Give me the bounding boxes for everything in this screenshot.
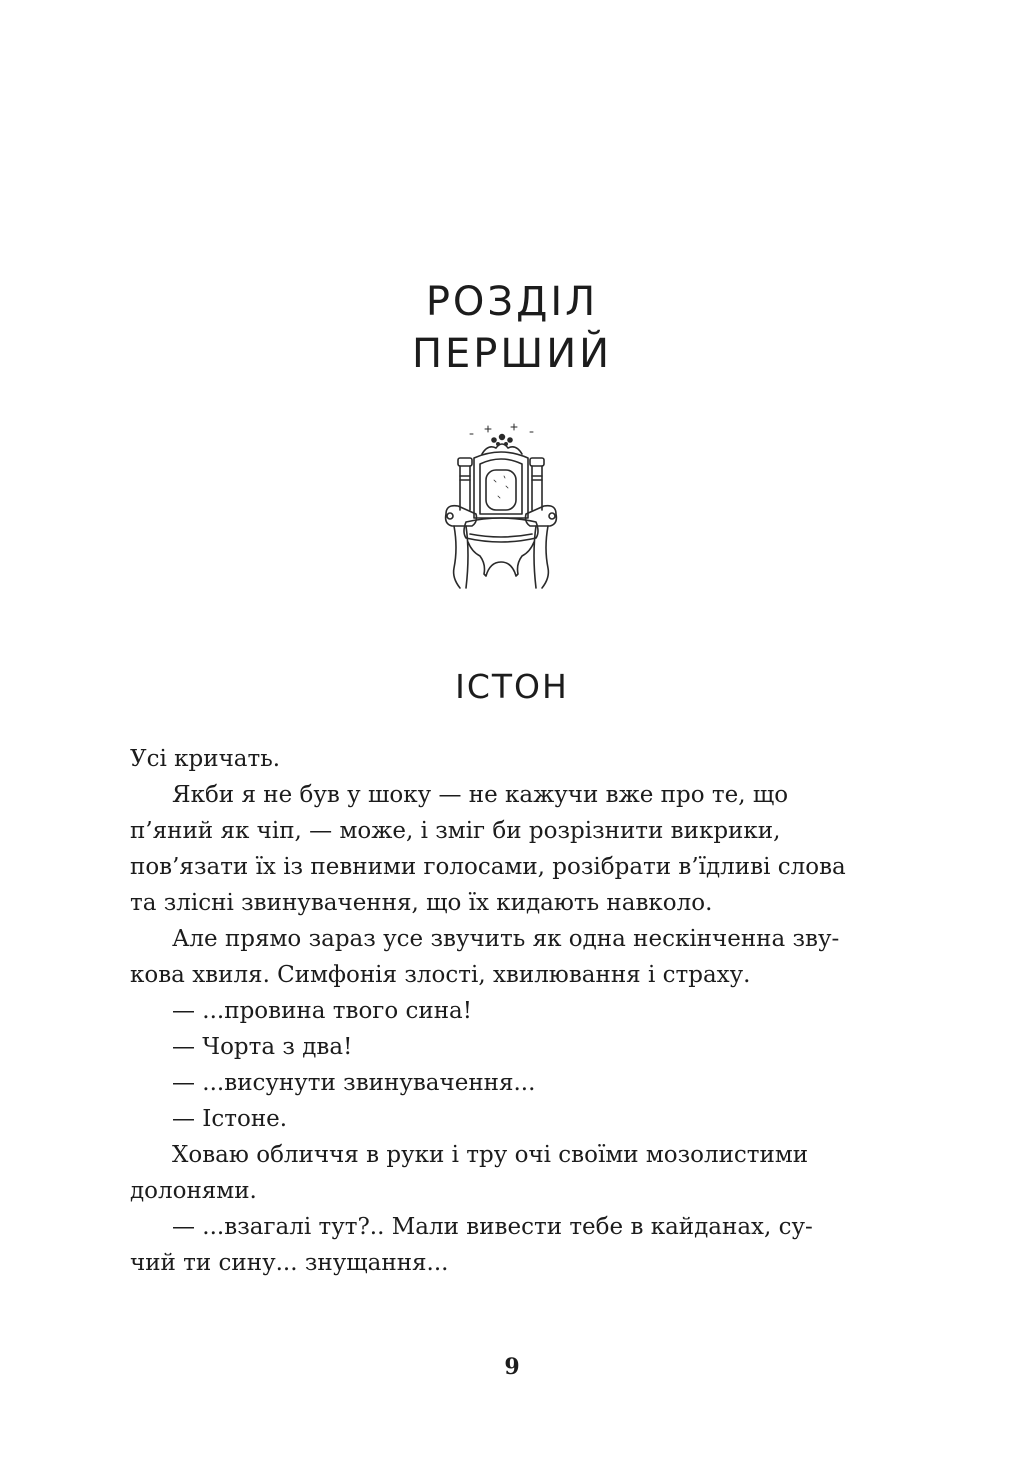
- dialogue-line: — ...висунути звинувачення...: [172, 1070, 536, 1096]
- chapter-number: ПЕРШИЙ: [411, 331, 613, 377]
- chapter-label: РОЗДІЛ: [425, 279, 599, 325]
- paragraph: Але прямо зараз усе звучить як одна нескінченна зву- кова хвиля. Симфонія злості, хвилювання і страху.: [130, 926, 840, 988]
- paragraph: Ховаю обличчя в руки і тру очі своїми мозолистими долонями.: [130, 1142, 809, 1204]
- body-text: [130, 741, 870, 1281]
- dialogue-line: — Чорта з два!: [172, 1034, 353, 1060]
- throne-icon: [436, 418, 566, 592]
- section-title: ІСТОН: [455, 667, 569, 706]
- dialogue-line: — Істоне.: [172, 1106, 288, 1132]
- paragraph: Усі кричать.: [130, 746, 281, 772]
- paragraph: Якби я не був у шоку — не кажучи вже про те, що п’яний як чіп, — може, і зміг би розрізнити викрики, пов’язати їх із певними голосами, розібрати в’їдливі слова та злісні звинувачення, що їх кидають навколо.: [130, 782, 846, 916]
- page-number: 9: [504, 1354, 520, 1380]
- dialogue-line: — ...взагалі тут?.. Мали вивести тебе в кайданах, су- чий ти сину... знущання...: [130, 1214, 813, 1276]
- dialogue-line: — ...провина твого сина!: [172, 998, 472, 1024]
